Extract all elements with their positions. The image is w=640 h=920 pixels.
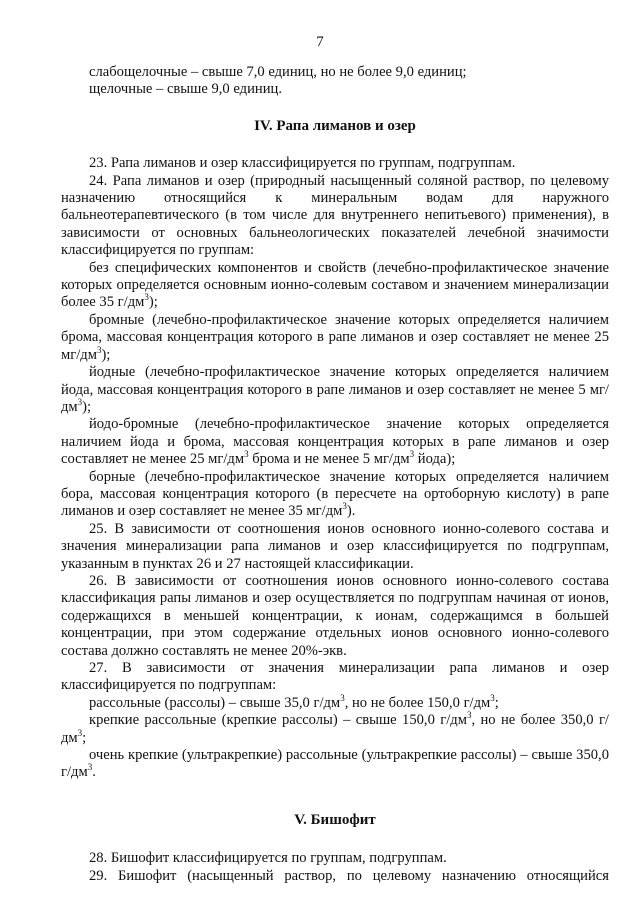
group-item: бромные (лечебно-профилактическое значение которых определяется наличием брома, массовая концентрация которого в рапе лиманов и озер составляет не менее 25 $мг/дм^3$);	[61, 311, 609, 363]
paragraph-27: 27. В зависимости от значения минерализации рапа лиманов и озер классифицируется по подгруппам:	[61, 660, 609, 694]
subgroup-item: рассольные (рассолы) – свыше 35,0 $г/дм^3$, но не более 150,0 $г/дм^3$;	[89, 692, 499, 711]
paragraph-29: 29. Бишофит (насыщенный раствор, по целевому назначению относящийся	[89, 867, 609, 884]
page-number: 7	[316, 34, 324, 50]
document-body	[61, 64, 609, 885]
paragraph-weakly-alkaline: слабощелочные – свыше 7,0 единиц, но не более 9,0 единиц;	[89, 64, 467, 80]
section-heading-iv: IV. Рапа лиманов и озер	[254, 117, 416, 134]
group-item: борные (лечебно-профилактическое значение которых определяется наличием бора, массовая концентрация которого (в пересчете на ортоборную кислоту) в рапе лиманов и озер составляет не менее 35 $мг/дм^3$).	[61, 468, 609, 520]
subgroup-item: крепкие рассольные (крепкие рассолы) – свыше 150,0 $г/дм^3$, но не более 350,0 $г/дм^3$;	[61, 710, 609, 746]
paragraph-25: 25. В зависимости от соотношения ионов основного ионно-солевого состава и значения минерализации рапа лиманов и озер классифицируется по подгруппам, указанным в пунктах 26 и 27 настоящей классификации.	[61, 520, 609, 572]
subgroup-item: очень крепкие (ультракрепкие) рассольные (ультракрепкие рассолы) – свыше 350,0 $г/дм^3$.	[61, 747, 609, 781]
paragraph-alkaline: щелочные – свыше 9,0 единиц.	[89, 81, 282, 98]
section-heading-v: V. Бишофит	[294, 811, 376, 828]
paragraph-26: 26. В зависимости от соотношения ионов основного ионно-солевого состава классификация рапы лиманов и озер осуществляется по подгруппам начиная от ионов, содержащихся в меньшей концентрации, к ионам, содержащимся в большей концентрации, при этом содержание отдельных ионов основного ионно-солевого состава должно составлять не менее 20%-экв.	[61, 572, 609, 659]
paragraph-23: 23. Рапа лиманов и озер классифицируется по группам, подгруппам.	[89, 155, 516, 172]
group-item: без специфических компонентов и свойств (лечебно-профилактическое значение которых определяется основным ионно-солевым составом и значением минерализации более 35 $г/дм^3$);	[61, 259, 609, 311]
group-item: йодо-бромные (лечебно-профилактическое значение которых определяется наличием йода и брома, массовая концентрация которых в рапе лиманов и озер составляет не менее 25 $мг/дм^3$ брома и не менее 5 $мг/дм^3$ йода);	[61, 416, 609, 468]
paragraph-24: 24. Рапа лиманов и озер (природный насыщенный соляной раствор, по целевому назначению относящийся к минеральным водам для наружного бальнеотерапевтического (в том числе для внутреннего непитьевого) применения), в зависимости от основных бальнеологических показателей лечебной значимости классифицируется по группам:	[61, 172, 609, 259]
paragraph-28: 28. Бишофит классифицируется по группам, подгруппам.	[89, 850, 447, 867]
group-item: йодные (лечебно-профилактическое значение которых определяется наличием йода, массовая концентрация которого в рапе лиманов и озер составляет не менее 5 $мг/дм^3$);	[61, 364, 609, 415]
